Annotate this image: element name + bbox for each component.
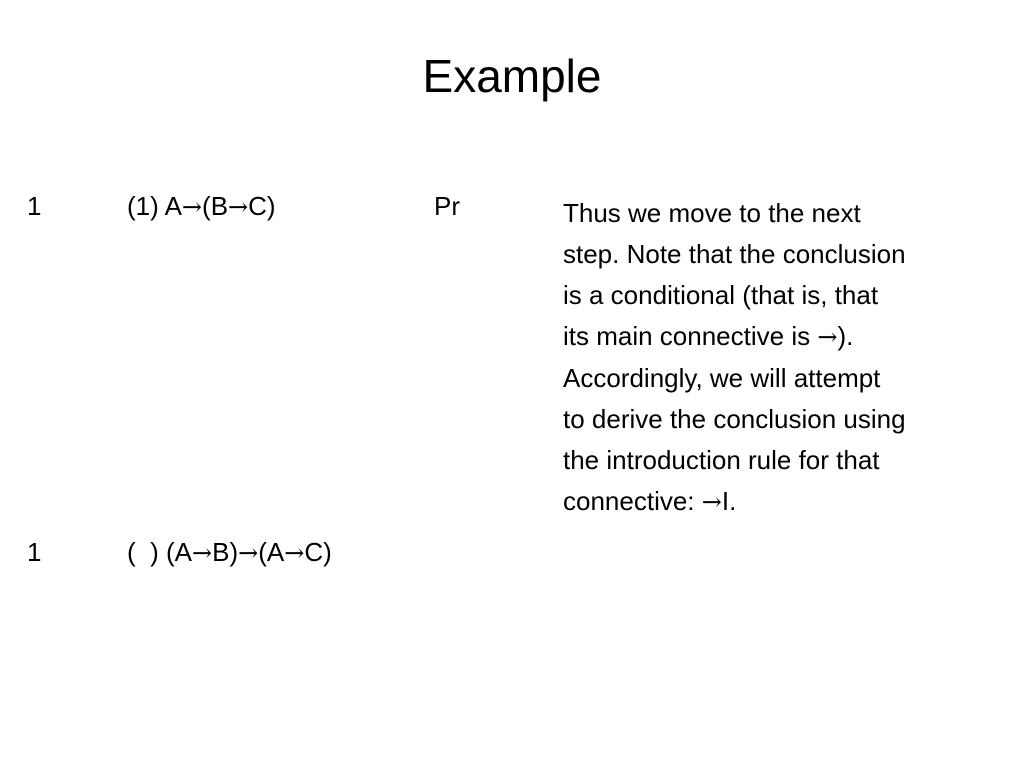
explanation-fragment: I. bbox=[721, 486, 737, 516]
formula-atom: B) bbox=[212, 537, 239, 567]
right-arrow-icon: → bbox=[817, 323, 838, 351]
explanation-fragment: its main connective is bbox=[563, 321, 818, 351]
explanation-line: the introduction rule for that bbox=[563, 445, 880, 475]
explanation-line: Thus we move to the next bbox=[563, 198, 861, 228]
proof-line-2 bbox=[0, 532, 540, 572]
proof-line-rule: Pr bbox=[434, 191, 460, 221]
right-arrow-icon: → bbox=[238, 539, 259, 567]
proof-line-number: (1) bbox=[127, 191, 159, 221]
proof-line-dependencies: 1 bbox=[27, 191, 42, 221]
proof-line-number: ( ) bbox=[127, 537, 159, 567]
slide-title: Example bbox=[422, 50, 602, 102]
right-arrow-icon: → bbox=[228, 193, 249, 221]
formula-atom: (B bbox=[202, 191, 229, 221]
explanation-line: to derive the conclusion using bbox=[563, 404, 906, 434]
proof-line-formula bbox=[127, 186, 276, 227]
explanation-line bbox=[563, 481, 993, 523]
explanation-fragment: ). bbox=[837, 321, 854, 351]
right-arrow-icon: → bbox=[701, 488, 722, 516]
proof-line-formula bbox=[127, 532, 332, 573]
proof-line-dependencies: 1 bbox=[27, 537, 42, 567]
formula-atom: A bbox=[164, 191, 182, 221]
explanation-fragment: connective: bbox=[563, 486, 702, 516]
formula-atom: C) bbox=[304, 537, 332, 567]
explanation-line: Accordingly, we will attempt bbox=[563, 363, 881, 393]
right-arrow-icon: → bbox=[181, 193, 203, 221]
explanation-text bbox=[563, 193, 993, 523]
proof-line-1 bbox=[0, 186, 540, 226]
formula-atom: (A bbox=[258, 537, 285, 567]
formula-atom: (A bbox=[166, 537, 192, 567]
explanation-line: is a conditional (that is, that bbox=[563, 280, 879, 310]
right-arrow-icon: → bbox=[192, 539, 213, 567]
formula-atom: C) bbox=[248, 191, 276, 221]
right-arrow-icon: → bbox=[284, 539, 305, 567]
explanation-line: step. Note that the conclusion bbox=[563, 239, 906, 269]
explanation-line bbox=[563, 316, 993, 358]
